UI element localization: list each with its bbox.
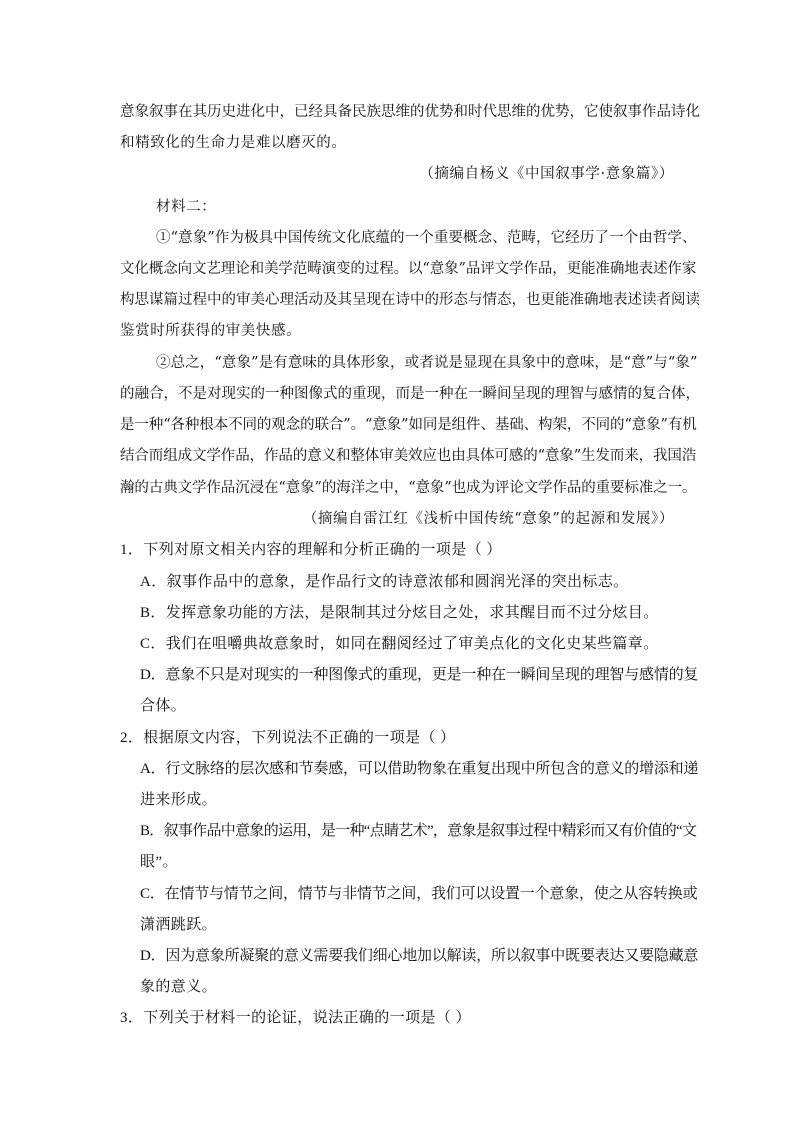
material-two-paragraph-line: 瀚的古典文学作品沉浸在“意象”的海洋之中，“意象”也成为评论文学作品的重要标准之一。 [120,480,697,496]
question-option: D．意象不只是对现实的一种图像式的重现，更是一种在一瞬间呈现的理智与感情的复 [140,667,699,683]
question-option: C．在情节与情节之间，情节与非情节之间，我们可以设置一个意象，使之从容转换或 [140,886,698,902]
question-option: B．叙事作品中意象的运用，是一种“点睛艺术”，意象是叙事过程中精彩而又有价值的“文 [140,823,697,839]
material-two-paragraph-line: 鉴赏时所获得的审美快感。 [120,323,302,339]
question-option: A．叙事作品中的意象，是作品行文的诗意浓郁和圆润光泽的突出标志。 [140,574,629,590]
question-option: B．发挥意象功能的方法，是限制其过分炫目之处，求其醒目而不过分炫目。 [140,605,659,621]
question-option: A．行文脉络的层次感和节奏感，可以借助物象在重复出现中所包含的意义的增添和递 [140,761,699,777]
question-option-continuation: 潇洒跳跃。 [140,917,218,933]
question-stem: 2．根据原文内容，下列说法不正确的一项是（ ） [120,730,456,746]
question-option-continuation: 进来形成。 [140,792,218,808]
question-option-continuation: 眼”。 [140,854,178,870]
material-two-source: （摘编自雷江红《浅析中国传统“意象”的起源和发展》） [302,511,674,527]
material-one-line: 和精致化的生命力是难以磨灭的。 [120,135,347,151]
material-two-paragraph-line: ①“意象”作为极具中国传统文化底蕴的一个重要概念、范畴，它经历了一个由哲学、 [156,230,697,246]
material-two-paragraph-line: 的融合，不是对现实的一种图像式的重现，而是一种在一瞬间呈现的理智与感情的复合体， [120,386,700,402]
question-option: D．因为意象所凝聚的意义需要我们细心地加以解读，所以叙事中既要表达又要隐藏意 [140,948,699,964]
question-option-continuation: 合体。 [140,698,187,714]
material-two-paragraph-line: 构思谋篇过程中的审美心理活动及其呈现在诗中的形态与情态，也更能准确地表述读者阅读 [120,292,700,308]
question-stem: 3．下列关于材料一的论证，说法正确的一项是（ ） [120,1010,471,1026]
material-one-line: 意象叙事在其历史进化中，已经具备民族思维的优势和时代思维的优势，它使叙事作品诗化 [120,104,700,120]
question-stem: 1．下列对原文相关内容的理解和分析正确的一项是（ ） [120,542,502,558]
question-option-continuation: 象的意义。 [140,979,218,995]
question-option: C．我们在咀嚼典故意象时，如同在翻阅经过了审美点化的文化史某些篇章。 [140,636,659,652]
material-two-paragraph-line: ②总之，“意象”是有意味的具体形象，或者说是显现在具象中的意味，是“意”与“象” [156,355,698,371]
material-two-paragraph-line: 结合而组成文学作品，作品的意义和整体审美效应也由具体可感的“意象”生发而来，我国浩 [120,448,697,464]
material-two-paragraph-line: 文化概念向文艺理论和美学范畴演变的过程。以“意象”品评文学作品，更能准确地表述作家 [120,261,697,277]
material-two-paragraph-line: 是一种“各种根本不同的观念的联合”。“意象”如同是组件、基础、构架，不同的“意象”有机 [120,417,697,433]
material-two-heading: 材料二： [156,199,217,215]
material-one-source: （摘编自杨义《中国叙事学·意象篇》） [419,166,674,182]
